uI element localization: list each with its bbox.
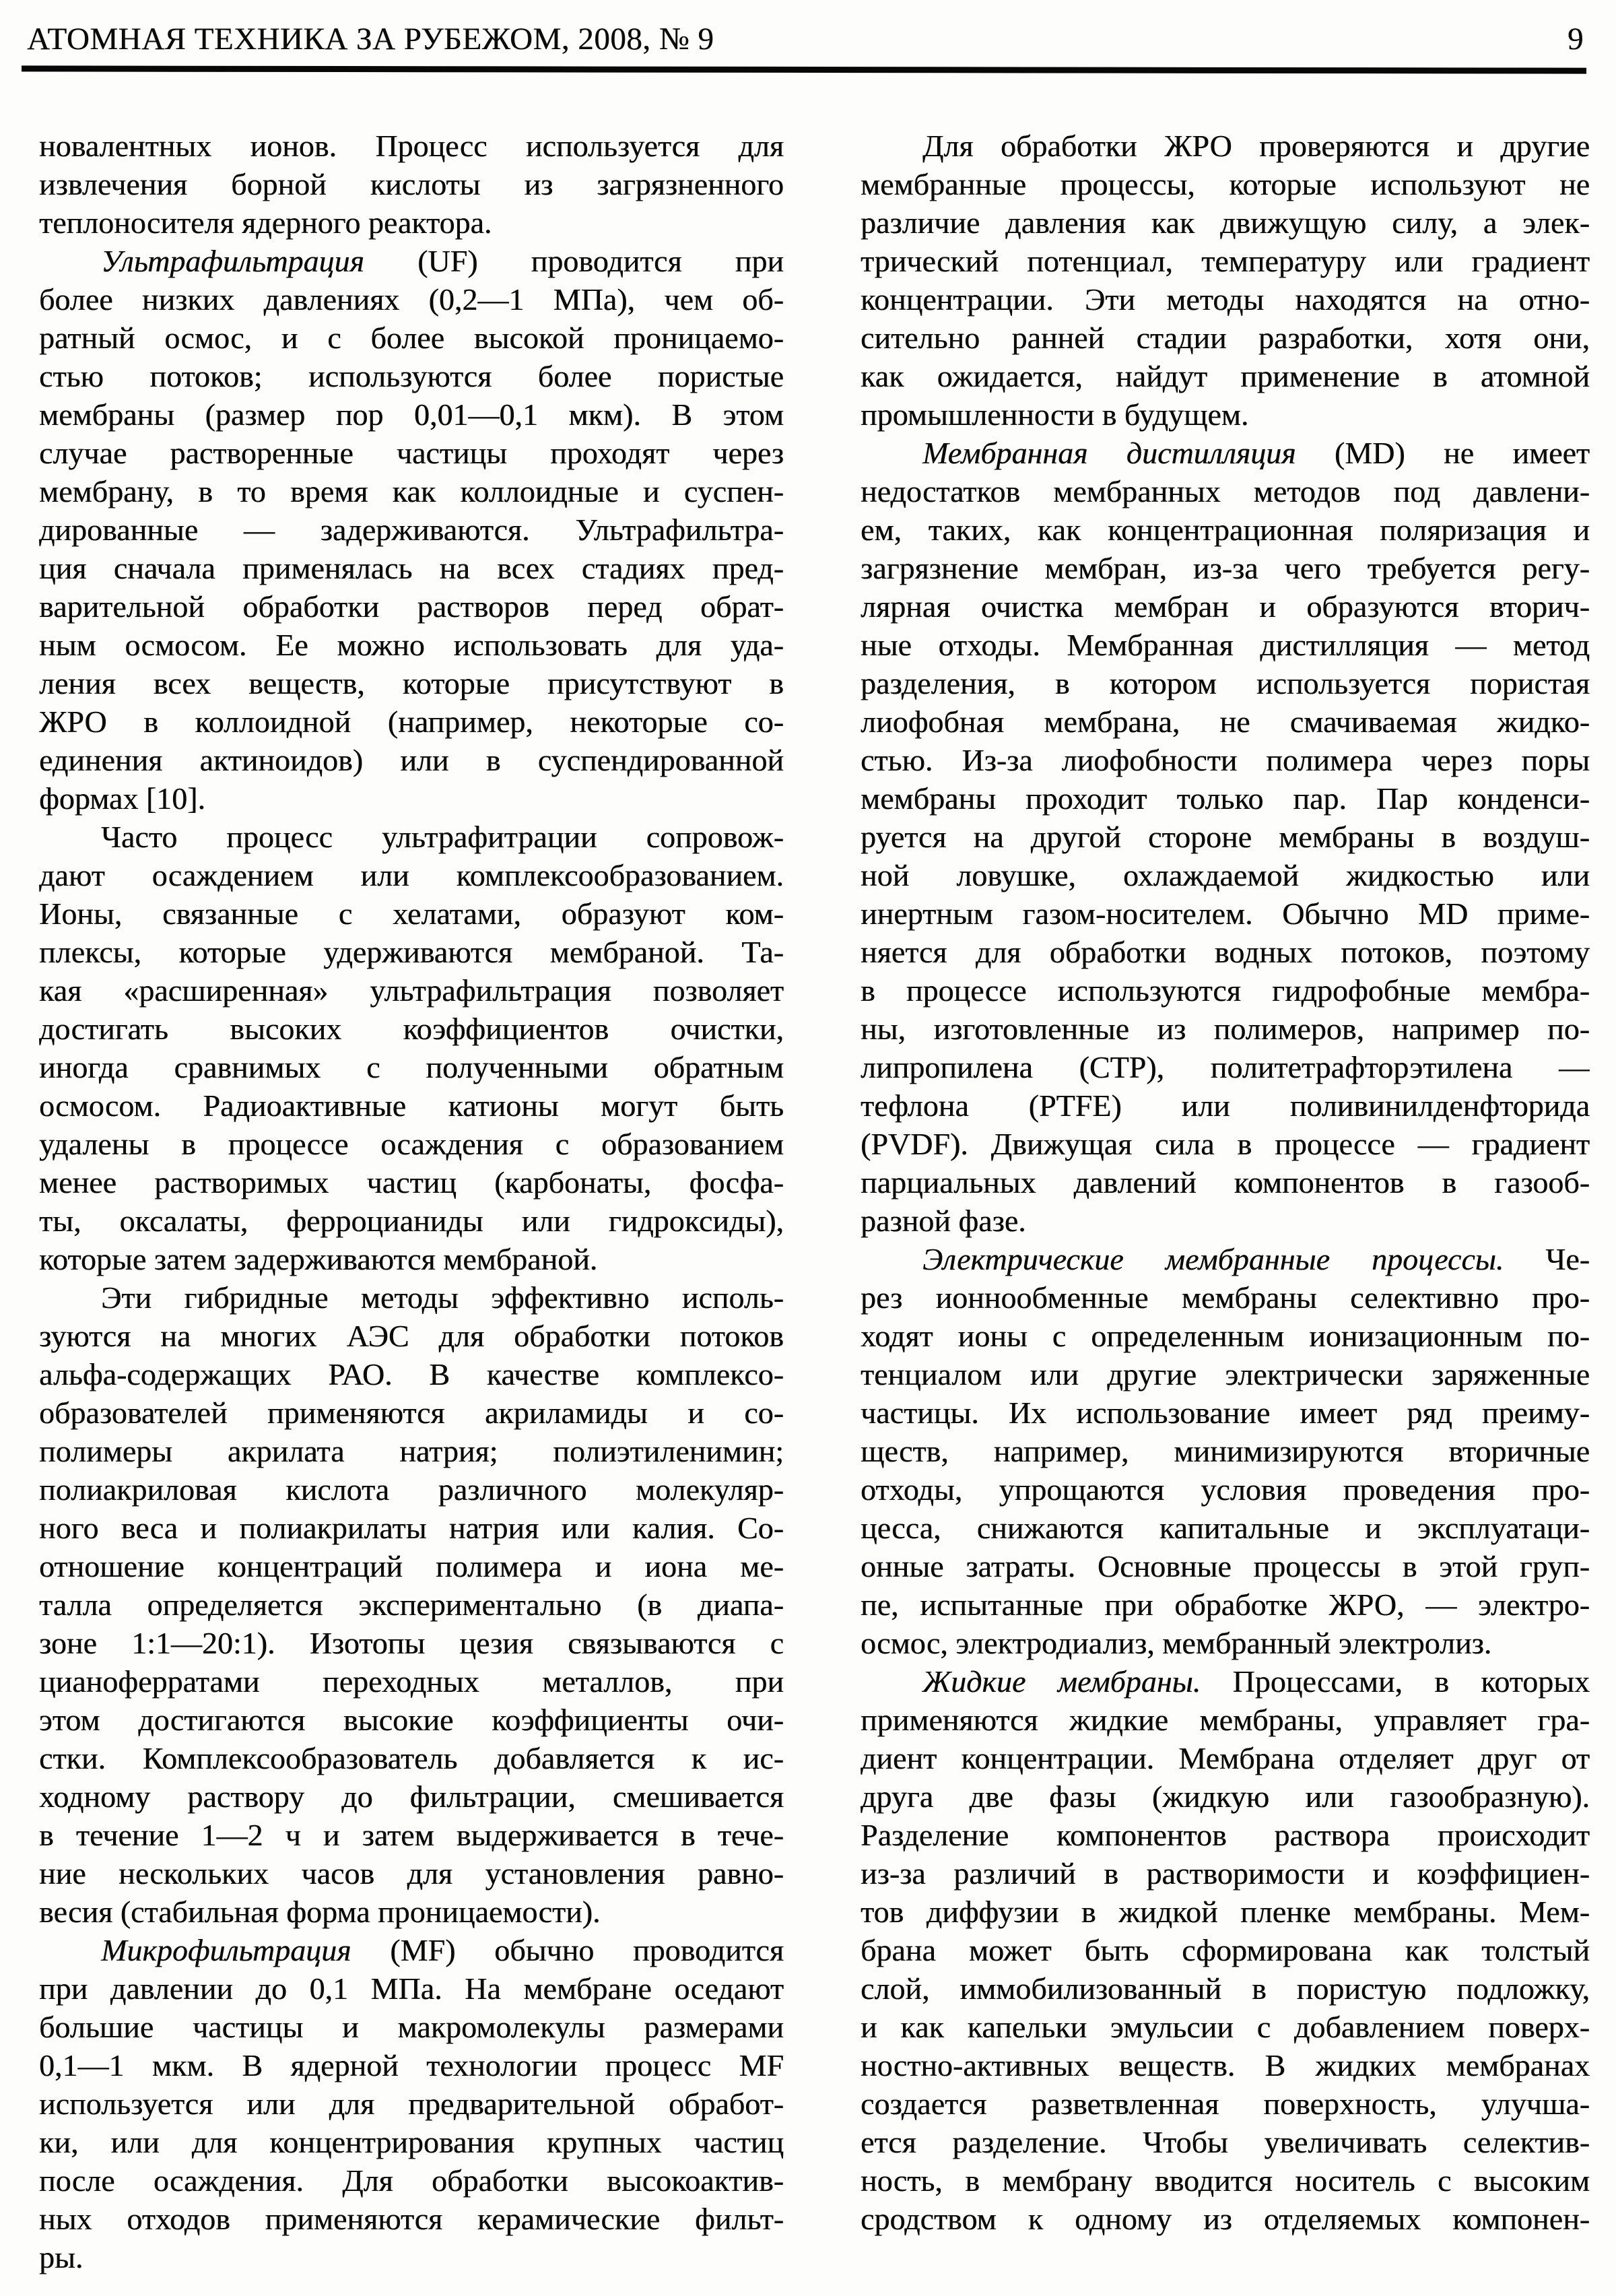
text-run: мембраны проходит только пар. Пар конденси-: [861, 781, 1590, 816]
text-line: [861, 2085, 1590, 2123]
text-run: удалены в процессе осаждения с образованием: [39, 1127, 784, 1161]
italic-run: Мембранная дистилляция: [922, 436, 1296, 470]
text-run: новалентных ионов. Процесс используется для: [39, 129, 784, 163]
text-run: разной фазе.: [861, 1204, 1026, 1238]
text-run: лярная очистка мембран и образуются вторич-: [861, 589, 1590, 624]
italic-run: Электрические мембранные процессы.: [922, 1242, 1504, 1276]
text-line: [39, 280, 784, 319]
text-line: [39, 1086, 784, 1125]
text-run: лиофобная мембрана, не смачиваемая жидко-: [861, 704, 1590, 739]
text-line: [39, 1739, 784, 1777]
text-line: [861, 702, 1590, 741]
text-line: [861, 1393, 1590, 1432]
text-run: большие частицы и макромолекулы размерами: [39, 2010, 784, 2044]
text-run: ной ловушке, охлаждаемой жидкостью или: [861, 858, 1590, 892]
text-line: [861, 395, 1590, 434]
text-run: (MD) не имеет: [1295, 436, 1590, 470]
text-run: как ожидается, найдут применение в атомной: [861, 359, 1590, 393]
text-line: [39, 1393, 784, 1432]
text-run: Эти гибридные методы эффективно исполь-: [101, 1280, 784, 1315]
text-run: более низких давлениях (0,2—1 МПа), чем об-: [39, 282, 784, 317]
text-line: [39, 1816, 784, 1854]
text-line: [861, 549, 1590, 587]
text-run: (PVDF). Движущая сила в процессе — градиент: [861, 1127, 1590, 1161]
text-line: [861, 1662, 1590, 1701]
text-line: [39, 1777, 784, 1816]
text-run: недостатков мембранных методов под давлени-: [861, 474, 1590, 509]
text-run: весия (стабильная форма проницаемости).: [39, 1895, 601, 1929]
text-line: [39, 203, 784, 242]
text-run: дают осаждением или комплексообразованием.: [39, 858, 784, 892]
text-run: извлечения борной кислоты из загрязненного: [39, 167, 784, 201]
text-line: [39, 933, 784, 971]
text-line: [39, 2238, 784, 2276]
text-run: брана может быть сформирована как толстый: [861, 1933, 1590, 1967]
text-line: [861, 1585, 1590, 1624]
text-line: [39, 1547, 784, 1585]
text-line: [861, 472, 1590, 511]
text-run: Часто процесс ультрафитрации сопровож-: [101, 820, 784, 854]
text-run: образователей применяются акриламиды и со-: [39, 1396, 784, 1430]
text-run: ние нескольких часов для установления равно-: [39, 1856, 784, 1891]
text-line: [39, 395, 784, 434]
text-line: [861, 1624, 1590, 1662]
text-run: кая «расширенная» ультрафильтрация позволяет: [39, 973, 784, 1008]
text-run: зуются на многих АЭС для обработки потоков: [39, 1319, 784, 1353]
text-line: [861, 1509, 1590, 1547]
text-run: стки. Комплексообразователь добавляется к ис-: [39, 1741, 784, 1775]
text-line: [39, 971, 784, 1010]
text-line: [861, 971, 1590, 1010]
text-run: Че-: [1504, 1242, 1590, 1276]
text-run: альфа-содержащих РАО. В качестве комплексо-: [39, 1357, 784, 1391]
paragraph: [861, 1240, 1590, 1662]
text-line: [39, 1701, 784, 1739]
text-run: теплоносителя ядерного реактора.: [39, 205, 492, 240]
text-run: создается разветвленная поверхность, улучша-: [861, 2087, 1590, 2121]
text-line: [861, 2008, 1590, 2046]
italic-run: Жидкие мембраны.: [922, 1664, 1201, 1699]
text-line: [39, 472, 784, 511]
text-run: загрязнение мембран, из-за чего требуется регу-: [861, 551, 1590, 585]
text-run: полиакриловая кислота различного молекуляр-: [39, 1472, 784, 1507]
text-run: тов диффузии в жидкой пленке мембраны. Мем-: [861, 1895, 1590, 1929]
text-line: [39, 1125, 784, 1163]
text-run: цесса, снижаются капитальные и эксплуатаци-: [861, 1511, 1590, 1545]
text-run: цианоферратами переходных металлов, при: [39, 1664, 784, 1699]
text-run: сродством к одному из отделяемых компонен-: [861, 2202, 1590, 2236]
text-line: [39, 587, 784, 626]
text-run: онные затраты. Основные процессы в этой груп-: [861, 1549, 1590, 1583]
text-run: и как капельки эмульсии с добавлением поверх-: [861, 2010, 1590, 2044]
text-line: [39, 1432, 784, 1470]
left-text-column: [39, 127, 784, 2276]
text-line: [39, 357, 784, 395]
text-run: формах [10].: [39, 781, 205, 816]
text-run: ЖРО в коллоидной (например, некоторые со-: [39, 704, 784, 739]
text-line: [861, 1816, 1590, 1854]
page-header: [27, 20, 1584, 58]
text-line: [861, 1547, 1590, 1585]
text-line: [39, 2046, 784, 2085]
text-run: ность, в мембрану вводится носитель с высоким: [861, 2163, 1590, 2198]
italic-run: Микрофильтрация: [101, 1933, 351, 1967]
text-line: [861, 357, 1590, 395]
text-line: [39, 702, 784, 741]
text-run: руется на другой стороне мембраны в воздуш-: [861, 820, 1590, 854]
text-run: друга две фазы (жидкую или газообразную).: [861, 1779, 1590, 1814]
text-line: [39, 1163, 784, 1202]
text-run: Процессами, в которых: [1201, 1664, 1590, 1699]
text-line: [861, 1854, 1590, 1893]
text-line: [39, 664, 784, 702]
text-run: единения актиноидов) или в суспендированной: [39, 743, 784, 777]
text-run: достигать высоких коэффициентов очистки,: [39, 1012, 784, 1046]
text-run: тенциалом или другие электрически заряженные: [861, 1357, 1590, 1391]
text-line: [39, 1278, 784, 1317]
text-run: в процессе используются гидрофобные мембра-: [861, 973, 1590, 1008]
text-run: которые затем задерживаются мембраной.: [39, 1242, 598, 1276]
text-run: плексы, которые удерживаются мембраной. Та-: [39, 935, 784, 969]
text-line: [39, 1893, 784, 1931]
text-run: парциальных давлений компонентов в газооб-: [861, 1165, 1590, 1200]
text-run: (UF) проводится при: [364, 244, 784, 278]
text-line: [861, 933, 1590, 971]
text-run: ные отходы. Мембранная дистилляция — метод: [861, 628, 1590, 662]
text-run: ны, изготовленные из полимеров, например по-: [861, 1012, 1590, 1046]
paragraph: [861, 434, 1590, 1240]
text-line: [861, 587, 1590, 626]
text-line: [39, 2161, 784, 2200]
text-line: [861, 1739, 1590, 1777]
text-line: [39, 1854, 784, 1893]
text-run: ется разделение. Чтобы увеличивать селектив-: [861, 2125, 1590, 2159]
text-run: из-за различий в растворимости и коэффициен-: [861, 1856, 1590, 1891]
text-line: [39, 1010, 784, 1048]
text-line: [39, 626, 784, 664]
text-run: няется для обработки водных потоков, поэтому: [861, 935, 1590, 969]
paragraph: [39, 127, 784, 242]
text-line: [39, 2200, 784, 2238]
text-run: ходному раствору до фильтрации, смешивается: [39, 1779, 784, 1814]
text-run: мембрану, в то время как коллоидные и суспен-: [39, 474, 784, 509]
text-run: ществ, например, минимизируются вторичные: [861, 1434, 1590, 1468]
text-line: [861, 1240, 1590, 1278]
text-line: [861, 779, 1590, 818]
text-run: полимеры акрилата натрия; полиэтиленимин;: [39, 1434, 784, 1468]
text-line: [39, 818, 784, 856]
text-run: ных отходов применяются керамические фильт-: [39, 2202, 784, 2236]
text-run: разделения, в котором используется пористая: [861, 666, 1590, 700]
text-run: менее растворимых частиц (карбонаты, фосфа-: [39, 1165, 784, 1200]
text-run: рез ионнообменные мембраны селективно про-: [861, 1280, 1590, 1315]
text-line: [39, 2085, 784, 2123]
text-line: [39, 1585, 784, 1624]
text-run: в течение 1—2 ч и затем выдерживается в тече-: [39, 1818, 784, 1852]
text-line: [861, 1470, 1590, 1509]
text-run: липропилена (CTP), политетрафторэтилена —: [861, 1050, 1590, 1084]
text-line: [39, 2008, 784, 2046]
text-run: ем, таких, как концентрационная поляризация и: [861, 513, 1590, 547]
text-line: [861, 203, 1590, 242]
text-line: [39, 2123, 784, 2161]
text-line: [861, 2123, 1590, 2161]
text-run: после осаждения. Для обработки высокоактив-: [39, 2163, 784, 2198]
text-run: ного веса и полиакрилаты натрия или калия. Со-: [39, 1511, 784, 1545]
text-run: талла определяется экспериментально (в диапа-: [39, 1587, 784, 1622]
text-run: инертным газом-носителем. Обычно MD приме-: [861, 896, 1590, 931]
paragraph: [861, 1662, 1590, 2238]
paragraph: [39, 818, 784, 1278]
text-run: трический потенциал, температуру или градиент: [861, 244, 1590, 278]
text-line: [861, 856, 1590, 894]
text-line: [861, 1969, 1590, 2008]
text-line: [39, 242, 784, 280]
text-line: [39, 741, 784, 779]
text-run: стью. Из-за лиофобности полимера через поры: [861, 743, 1590, 777]
text-run: осмос, электродиализ, мембранный электролиз.: [861, 1626, 1492, 1660]
text-run: стью потоков; используются более пористые: [39, 359, 784, 393]
header-rule: [22, 65, 1586, 73]
text-line: [861, 165, 1590, 203]
text-run: различие давления как движущую силу, а элек-: [861, 205, 1590, 240]
text-run: тефлона (PTFE) или поливинилденфторида: [861, 1088, 1590, 1123]
text-line: [39, 1931, 784, 1969]
text-line: [861, 1355, 1590, 1393]
text-run: при давлении до 0,1 МПа. На мембране оседают: [39, 1971, 784, 2006]
text-line: [861, 1278, 1590, 1317]
text-line: [39, 1240, 784, 1278]
text-run: 0,1—1 мкм. В ядерной технологии процесс MF: [39, 2048, 784, 2082]
text-run: концентрации. Эти методы находятся на отно-: [861, 282, 1590, 317]
text-line: [861, 2046, 1590, 2085]
paragraph: [39, 242, 784, 818]
text-line: [861, 1317, 1590, 1355]
text-run: ты, оксалаты, ферроцианиды или гидроксиды),: [39, 1204, 784, 1238]
text-run: ры.: [39, 2240, 83, 2274]
text-line: [861, 2161, 1590, 2200]
text-line: [39, 1048, 784, 1086]
text-run: ходят ионы с определенным ионизационным по-: [861, 1319, 1590, 1353]
text-run: этом достигаются высокие коэффициенты очи-: [39, 1703, 784, 1737]
text-run: используется или для предварительной обработ-: [39, 2087, 784, 2121]
text-line: [39, 1662, 784, 1701]
text-line: [39, 511, 784, 549]
text-line: [39, 434, 784, 472]
text-line: [861, 894, 1590, 933]
text-run: отношение концентраций полимера и иона ме-: [39, 1549, 784, 1583]
text-line: [39, 165, 784, 203]
text-run: Разделение компонентов раствора происходит: [861, 1818, 1590, 1852]
text-line: [861, 1010, 1590, 1048]
text-run: ления всех веществ, которые присутствуют в: [39, 666, 784, 700]
text-run: варительной обработки растворов перед обрат-: [39, 589, 784, 624]
paragraph: [39, 1278, 784, 1931]
text-line: [861, 1048, 1590, 1086]
text-line: [861, 242, 1590, 280]
text-line: [861, 818, 1590, 856]
text-line: [39, 319, 784, 357]
text-line: [861, 127, 1590, 165]
italic-run: Ультрафильтрация: [101, 244, 364, 278]
text-line: [39, 1355, 784, 1393]
text-line: [861, 1931, 1590, 1969]
text-run: дированные — задерживаются. Ультрафильтра-: [39, 513, 784, 547]
text-line: [861, 1163, 1590, 1202]
text-run: Ионы, связанные с хелатами, образуют ком-: [39, 896, 784, 931]
text-line: [861, 319, 1590, 357]
text-line: [861, 280, 1590, 319]
paragraph: [39, 1931, 784, 2276]
text-run: промышленности в будущем.: [861, 397, 1249, 432]
text-run: применяются жидкие мембраны, управляет гра-: [861, 1703, 1590, 1737]
text-run: Для обработки ЖРО проверяются и другие: [922, 129, 1590, 163]
text-run: иногда сравнимых с полученными обратным: [39, 1050, 784, 1084]
text-line: [861, 1893, 1590, 1931]
text-line: [861, 511, 1590, 549]
text-run: ки, или для концентрирования крупных частиц: [39, 2125, 784, 2159]
text-line: [861, 1125, 1590, 1163]
text-run: осмосом. Радиоактивные катионы могут быть: [39, 1088, 784, 1123]
text-run: ным осмосом. Ее можно использовать для уда-: [39, 628, 784, 662]
text-run: мембранные процессы, которые используют не: [861, 167, 1590, 201]
text-run: (MF) обычно проводится: [351, 1933, 784, 1967]
text-line: [39, 1470, 784, 1509]
journal-title: АТОМНАЯ ТЕХНИКА ЗА РУБЕЖОМ, 2008, № 9: [27, 22, 714, 57]
text-line: [39, 1969, 784, 2008]
text-run: ция сначала применялась на всех стадиях пред-: [39, 551, 784, 585]
text-run: зоне 1:1—20:1). Изотопы цезия связываются с: [39, 1626, 784, 1660]
text-line: [861, 1202, 1590, 1240]
text-run: частицы. Их использование имеет ряд преиму-: [861, 1396, 1590, 1430]
text-run: слой, иммобилизованный в пористую подложку,: [861, 1971, 1590, 2006]
text-line: [39, 779, 784, 818]
text-line: [861, 434, 1590, 472]
text-run: случае растворенные частицы проходят через: [39, 436, 784, 470]
text-run: ностно-активных веществ. В жидких мембранах: [861, 2048, 1590, 2082]
text-line: [39, 894, 784, 933]
text-line: [861, 1086, 1590, 1125]
paragraph: [861, 127, 1590, 434]
text-line: [39, 1509, 784, 1547]
text-line: [861, 1701, 1590, 1739]
text-run: ратный осмос, и с более высокой проницаемо-: [39, 321, 784, 355]
text-line: [861, 1432, 1590, 1470]
text-line: [39, 856, 784, 894]
text-line: [39, 1624, 784, 1662]
text-line: [39, 1317, 784, 1355]
text-line: [39, 549, 784, 587]
text-run: диент концентрации. Мембрана отделяет друг от: [861, 1741, 1590, 1775]
text-line: [39, 1202, 784, 1240]
text-run: пе, испытанные при обработке ЖРО, — электро-: [861, 1587, 1590, 1622]
text-line: [861, 2200, 1590, 2238]
text-line: [861, 664, 1590, 702]
text-line: [861, 1777, 1590, 1816]
text-line: [861, 741, 1590, 779]
page-number: 9: [1568, 22, 1584, 57]
text-run: отходы, упрощаются условия проведения про-: [861, 1472, 1590, 1507]
text-run: сительно ранней стадии разработки, хотя они,: [861, 321, 1590, 355]
text-run: мембраны (размер пор 0,01—0,1 мкм). В этом: [39, 397, 784, 432]
text-line: [861, 626, 1590, 664]
right-text-column: [861, 127, 1590, 2238]
text-line: [39, 127, 784, 165]
